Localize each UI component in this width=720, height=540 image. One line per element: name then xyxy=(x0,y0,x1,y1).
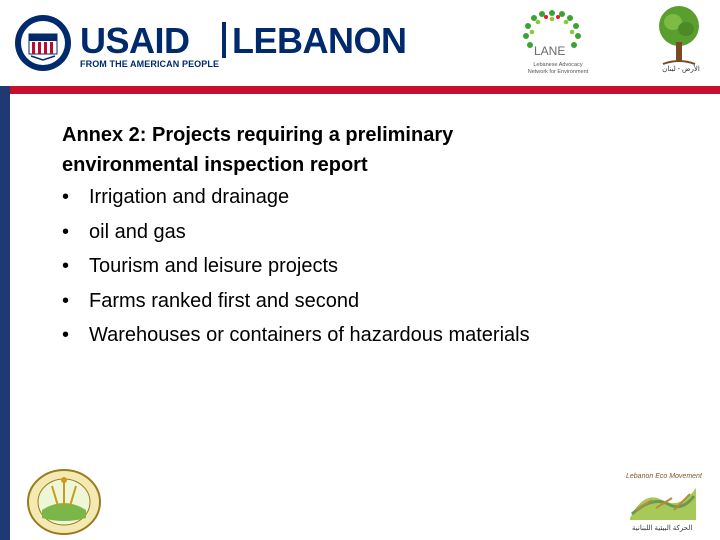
list-item xyxy=(62,284,702,319)
usaid-divider xyxy=(222,22,226,58)
tree-logo-caption: الأرض - لبنان xyxy=(662,66,700,73)
left-accent-bar xyxy=(0,86,10,540)
bullet-icon: • xyxy=(62,324,70,346)
slide-title xyxy=(62,120,702,180)
usaid-seal-icon xyxy=(14,14,72,72)
lane-tagline-line-1: Lebanese Advocacy xyxy=(533,62,583,68)
header-red-rule xyxy=(10,86,720,94)
list-item-text: Tourism and leisure projects xyxy=(89,255,338,277)
usaid-logo-country: LEBANON xyxy=(232,20,407,61)
list-item-text: oil and gas xyxy=(89,220,186,243)
bullet-icon: • xyxy=(62,186,70,208)
lane-tagline-line-2: Network for Environment xyxy=(527,69,589,75)
tree-logo-icon xyxy=(655,4,703,68)
eco-movement-arabic-caption: الحركة البيئية اللبنانية xyxy=(632,525,693,532)
usaid-tagline: FROM THE AMERICAN PEOPLE xyxy=(80,59,220,69)
list-item xyxy=(62,249,702,284)
list-item-text: Irrigation and drainage xyxy=(89,186,290,208)
list-item xyxy=(62,215,702,250)
list-item xyxy=(62,318,702,353)
lane-tagline xyxy=(518,62,598,76)
lane-logo-word: LANE xyxy=(534,44,566,58)
list-item-text: Warehouses or containers of hazardous materials xyxy=(89,324,530,346)
slide-body xyxy=(62,120,702,353)
eco-movement-title: Lebanon Eco Movement xyxy=(626,473,702,480)
bullet-icon: • xyxy=(62,255,70,277)
usaid-logo-word: USAID xyxy=(80,20,190,61)
slide-title-line-2: environmental inspection report xyxy=(62,154,368,176)
slide-header xyxy=(0,0,720,86)
bullet-icon: • xyxy=(62,220,70,243)
slide-title-line-1: Annex 2: Projects requiring a preliminary xyxy=(62,124,454,146)
university-seal-icon xyxy=(24,466,104,536)
list-item xyxy=(62,180,702,215)
project-list xyxy=(62,180,702,353)
bullet-icon: • xyxy=(62,289,70,312)
list-item-text: Farms ranked first and second xyxy=(89,289,360,312)
